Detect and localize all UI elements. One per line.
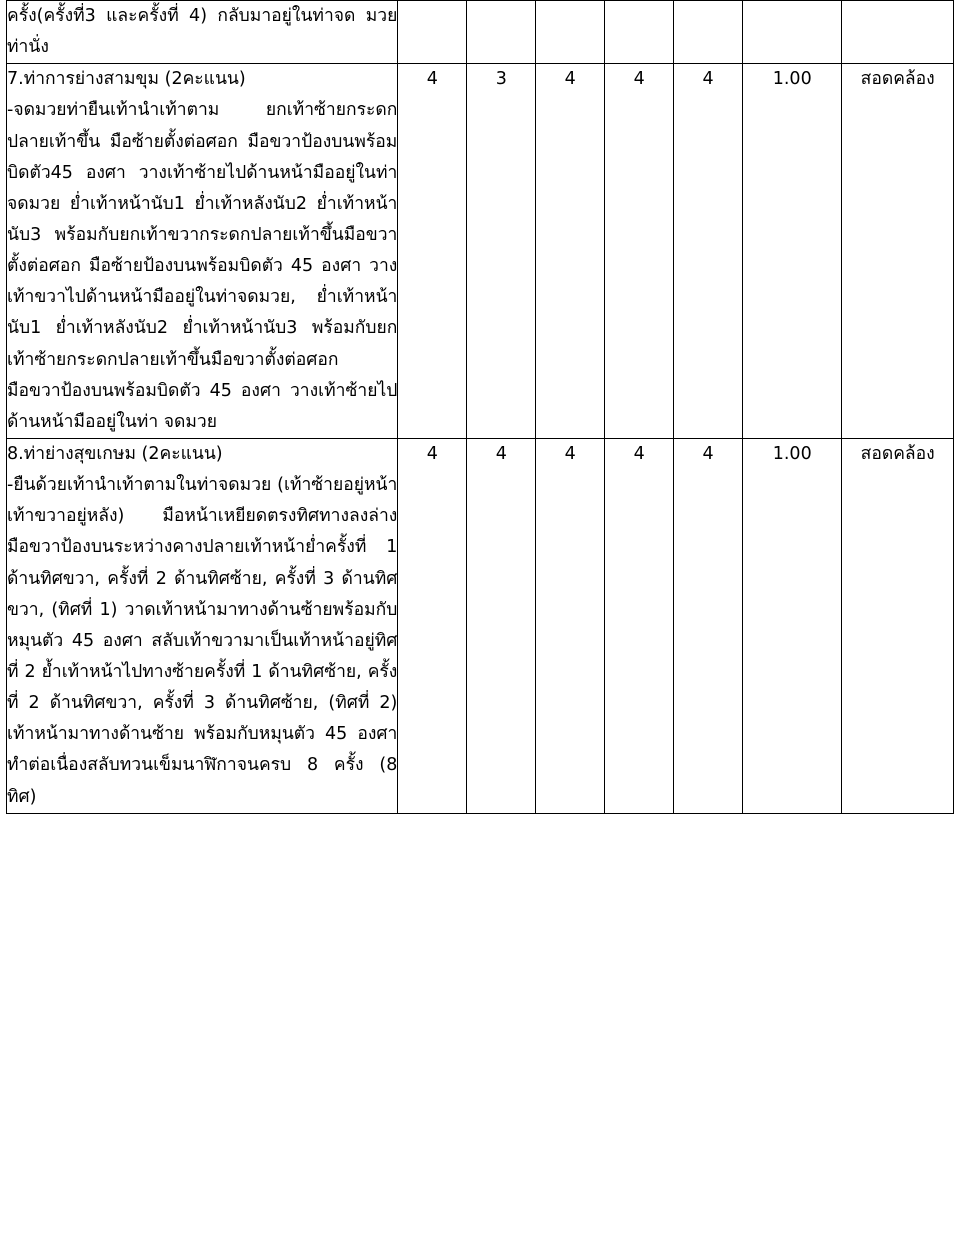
ioc-cell xyxy=(743,1,842,64)
score-cell-4: 4 xyxy=(605,438,674,813)
score-cell-4: 4 xyxy=(605,64,674,439)
row-description-cell xyxy=(7,64,398,439)
ioc-cell: 1.00 xyxy=(743,438,842,813)
row-description-cell xyxy=(7,438,398,813)
score-cell-4 xyxy=(605,1,674,64)
score-cell-5: 4 xyxy=(674,64,743,439)
score-cell-3 xyxy=(536,1,605,64)
score-cell-3: 4 xyxy=(536,438,605,813)
table-row xyxy=(7,64,954,439)
score-cell-5: 4 xyxy=(674,438,743,813)
result-cell: สอดคล้อง xyxy=(842,438,954,813)
result-cell xyxy=(842,1,954,64)
score-cell-2: 4 xyxy=(467,438,536,813)
row-description-text: ครั้ง(ครั้งที่3 และครั้งที่ 4) กลับมาอยู่ในท่าจด มวยท่านั่ง xyxy=(7,6,398,58)
score-cell-1 xyxy=(398,1,467,64)
score-cell-1: 4 xyxy=(398,64,467,439)
score-cell-3: 4 xyxy=(536,64,605,439)
row-description-cell xyxy=(7,1,398,64)
ioc-cell: 1.00 xyxy=(743,64,842,439)
score-cell-5 xyxy=(674,1,743,64)
score-cell-2 xyxy=(467,1,536,64)
row-title-text: 7.ท่าการย่างสามขุม (2คะแนน) xyxy=(7,69,246,90)
table-row xyxy=(7,438,954,813)
row-title-text: 8.ท่าย่างสุขเกษม (2คะแนน) xyxy=(7,443,223,464)
score-cell-1: 4 xyxy=(398,438,467,813)
row-description-text: -จดมวยท่ายืนเท้านำเท้าตาม ยกเท้าซ้ายกระดกปลายเท้าขึ้น มือซ้ายตั้งต่อศอก มือขวาป้องบนพร้อมบิดตัว45 องศา วางเท้าซ้ายไปด้านหน้ามืออยู่ในท่าจดมวย ย่ำเท้าหน้านับ1 ย่ำเท้าหลังนับ2 ย่ำเท้าหน้านับ3 พร้อมกับยกเท้าขวากระดกปลายเท้าขึ้นมือขวาตั้งต่อศอก มือซ้ายป้องบนพร้อมบิดตัว 45 องศา วางเท้าขวาไปด้านหน้ามืออยู่ในท่าจดมวย, ย่ำเท้าหน้านับ1 ย่ำเท้าหลังนับ2 ย่ำเท้าหน้านับ3 พร้อมกับยกเท้าซ้ายกระดกปลายเท้าขึ้นมือขวาตั้งต่อศอก มือขวาป้องบนพร้อมบิดตัว 45 องศา วางเท้าซ้ายไปด้านหน้ามืออยู่ในท่า จดมวย xyxy=(7,100,398,432)
result-cell: สอดคล้อง xyxy=(842,64,954,439)
score-cell-2: 3 xyxy=(467,64,536,439)
table-row xyxy=(7,1,954,64)
assessment-table xyxy=(6,0,954,814)
row-description-text: -ยืนด้วยเท้านำเท้าตามในท่าจดมวย (เท้าซ้ายอยู่หน้า เท้าขวาอยู่หลัง) มือหน้าเหยียดตรงทิศทางลงล่าง มือขวาป้องบนระหว่างคางปลายเท้าหน้าย่ำครั้งที่ 1 ด้านทิศขวา, ครั้งที่ 2 ด้านทิศซ้าย, ครั้งที่ 3 ด้านทิศขวา, (ทิศที่ 1) วาดเท้าหน้ามาทางด้านซ้ายพร้อมกับหมุนตัว 45 องศา สลับเท้าขวามาเป็นเท้าหน้าอยู่ทิศที่ 2 ย้ำเท้าหน้าไปทางซ้ายครั้งที่ 1 ด้านทิศซ้าย, ครั้งที่ 2 ด้านทิศขวา, ครั้งที่ 3 ด้านทิศซ้าย, (ทิศที่ 2) เท้าหน้ามาทางด้านซ้าย พร้อมกับหมุนตัว 45 องศา ทำต่อเนื่องสลับทวนเข็มนาฬิกาจนครบ 8 ครั้ง (8 ทิศ) xyxy=(7,475,398,807)
